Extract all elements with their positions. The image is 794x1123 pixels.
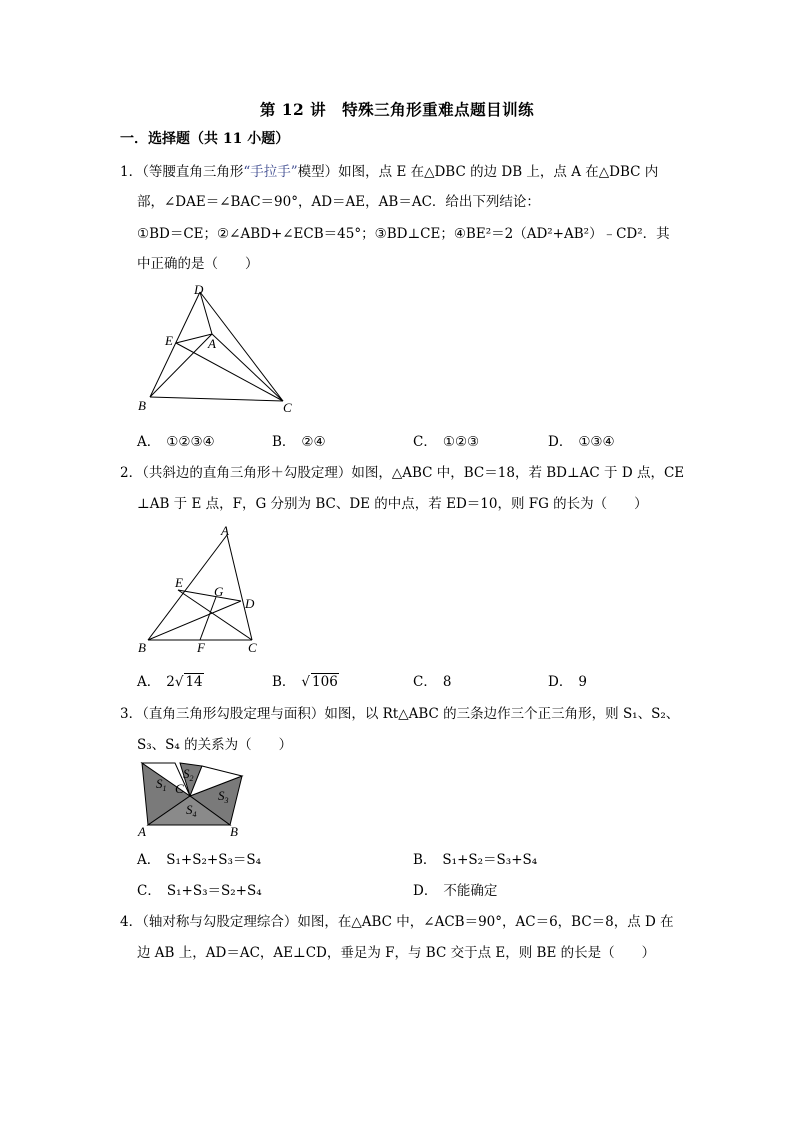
- q1-tag-close: 模型）: [297, 164, 339, 180]
- q2-text-2: ⊥AB 于 E 点，F，G 分别为 BC、DE 的中点，若 ED＝10，则 FG 的长为（ ）: [137, 496, 648, 512]
- q3-option-c[interactable]: C． S₁+S₃＝S₂+S₄: [137, 883, 262, 899]
- q2-label-a: A: [221, 523, 229, 538]
- q3-label-s3: $S_3$: [218, 788, 229, 805]
- section-heading: 一．选择题（共 11 小题）: [120, 131, 290, 147]
- q1-text-3: ①BD＝CE；②∠ABD+∠ECB＝45°；③BD⊥CE；④BE²＝2（AD²+AB²）﹣CD²．其: [137, 226, 670, 242]
- q3-option-b[interactable]: B． S₁+S₂＝S₃+S₄: [413, 852, 538, 868]
- q1-text-2: 部，∠DAE＝∠BAC＝90°，AD＝AE，AB＝AC．给出下列结论：: [137, 194, 540, 210]
- q2-option-c[interactable]: C． 8: [413, 674, 452, 690]
- q1-label-c: C: [283, 400, 292, 415]
- sqrt-icon: √: [174, 674, 184, 690]
- q2-text-1: （共斜边的直角三角形＋勾股定理）如图，△ABC 中，BC＝18，若 BD⊥AC 于 D 点，CE: [142, 465, 685, 481]
- q2-line-1: [120, 461, 684, 481]
- q1-label-a: A: [208, 336, 216, 351]
- q1-number: 1．: [120, 164, 143, 180]
- q1-tag-highlight: “手拉手”: [243, 164, 298, 180]
- q1-option-b[interactable]: B． ②④: [272, 434, 326, 450]
- q4-text-1: （轴对称与勾股定理综合）如图，在△ABC 中，∠ACB＝90°，AC＝6，BC＝8，点 D 在: [142, 914, 674, 930]
- q1-label-d: D: [194, 282, 204, 297]
- sqrt-icon: √: [301, 674, 311, 690]
- q2-label-f: F: [197, 640, 205, 655]
- q2-label-d: D: [245, 596, 255, 611]
- q1-text-4: 中正确的是（ ）: [137, 256, 259, 272]
- q1-tag-open: （等腰直角三角形: [142, 164, 244, 180]
- q1-line-1: [120, 160, 658, 180]
- q2-label-e: E: [175, 575, 183, 590]
- q1-figure: [130, 280, 300, 420]
- q3-label-c: C: [175, 781, 184, 796]
- q3-label-s2: $S_2$: [183, 766, 194, 783]
- page-title: 第 12 讲 特殊三角形重难点题目训练: [259, 100, 535, 119]
- q3-text-2: S₃、S₄ 的关系为（ ）: [137, 737, 293, 753]
- q3-option-d[interactable]: D． 不能确定: [413, 883, 498, 899]
- q1-label-b: B: [138, 398, 146, 413]
- q3-label-s4: $S_4$: [186, 802, 197, 819]
- q2-label-c: C: [248, 640, 257, 655]
- q3-label-b: B: [230, 824, 238, 838]
- q3-label-a: A: [138, 824, 146, 838]
- q2-label-g: G: [214, 584, 224, 599]
- q1-label-e: E: [165, 333, 173, 348]
- q1-text-1: 如图，点 E 在△DBC 的边 DB 上，点 A 在△DBC 内: [338, 164, 659, 180]
- q1-option-c[interactable]: C． ①②③: [413, 434, 480, 450]
- q3-label-s1: $S_1$: [156, 776, 167, 793]
- q2-figure: [130, 520, 270, 660]
- q3-option-a[interactable]: A． S₁+S₂+S₃＝S₄: [137, 852, 262, 868]
- q2-label-b: B: [138, 640, 146, 655]
- q4-line-1: [120, 910, 674, 930]
- q3-number: 3．: [120, 706, 143, 722]
- q2-option-b[interactable]: B． √ 106: [272, 674, 338, 690]
- q1-option-d[interactable]: D． ①③④: [548, 434, 615, 450]
- q2-option-d[interactable]: D． 9: [548, 674, 587, 690]
- q2-number: 2．: [120, 465, 143, 481]
- q4-number: 4．: [120, 914, 143, 930]
- q3-text-1: （直角三角形勾股定理与面积）如图，以 Rt△ABC 的三条边作三个正三角形，则 S₁、S₂、: [142, 706, 680, 722]
- q2-option-a[interactable]: A． 2√ 14: [137, 674, 203, 690]
- q4-text-2: 边 AB 上，AD＝AC，AE⊥CD，垂足为 F，与 BC 交于点 E，则 BE 的长是（ ）: [137, 945, 656, 961]
- q1-option-a[interactable]: A． ①②③④: [137, 434, 215, 450]
- q3-line-1: [120, 702, 679, 722]
- q3-figure: [130, 758, 260, 838]
